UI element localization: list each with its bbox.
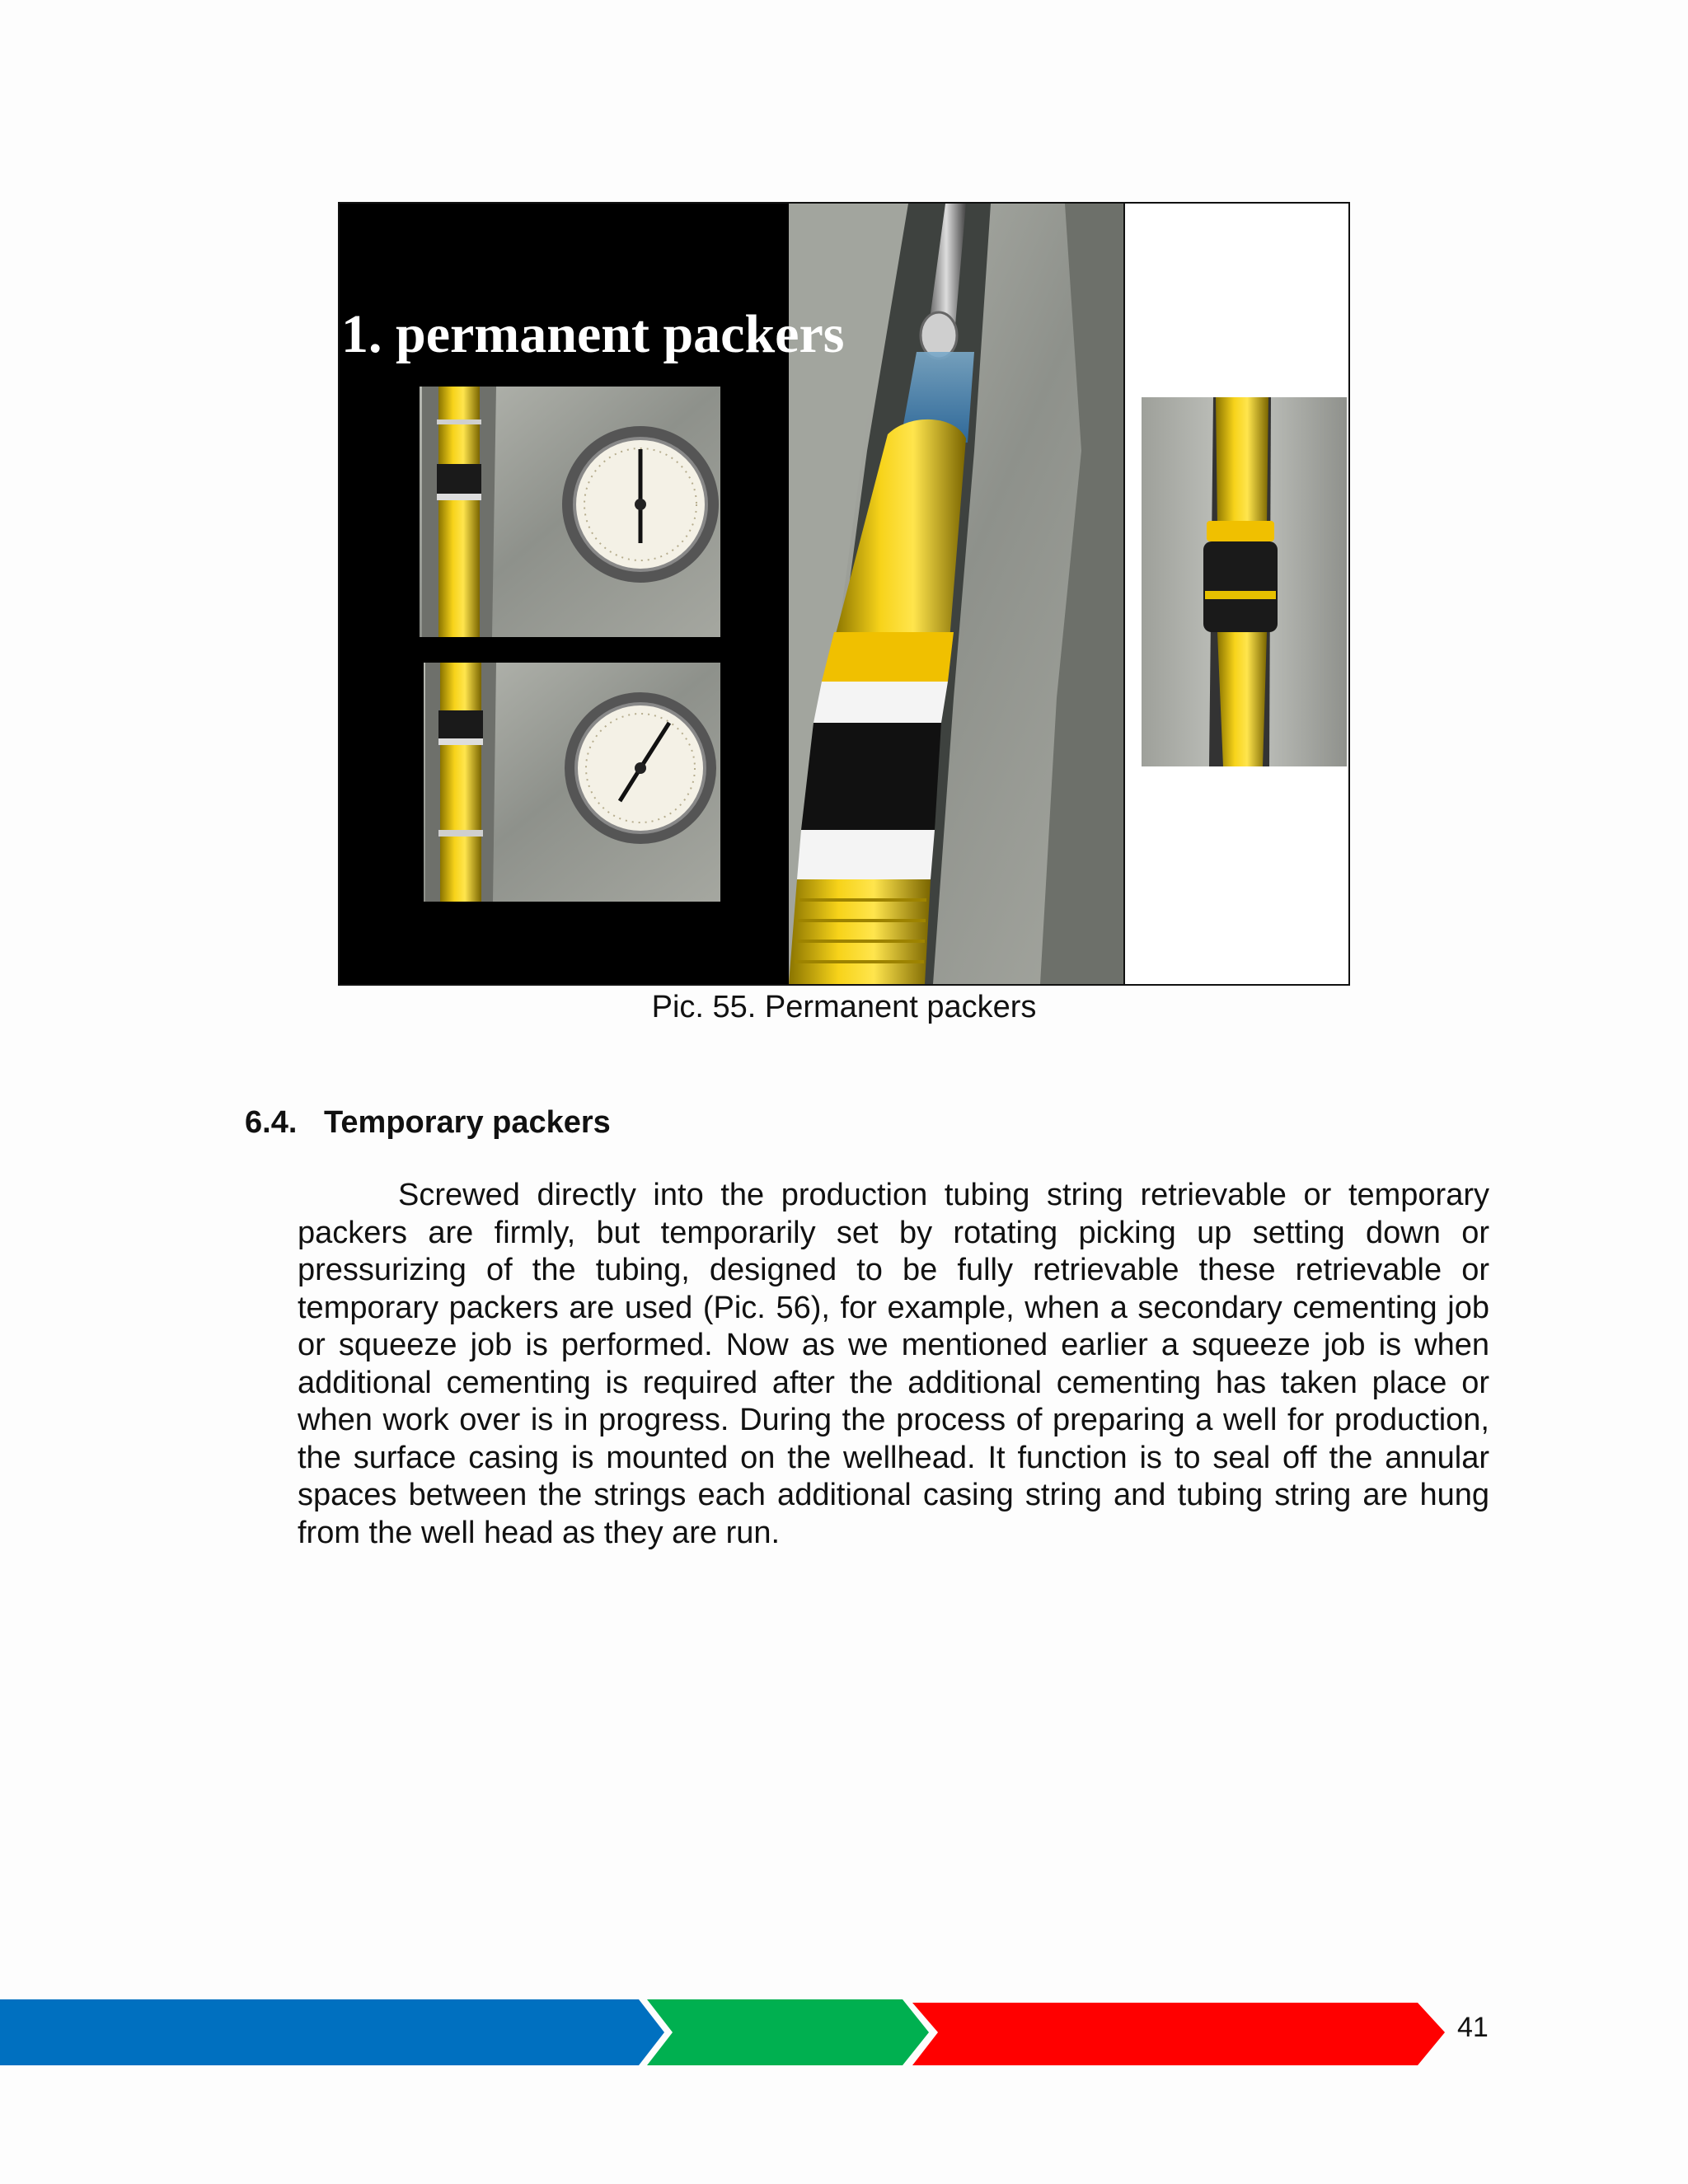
footer-arrow-blue <box>0 1999 664 2065</box>
permanent-packers-figure <box>338 202 1350 986</box>
page-number: 41 <box>1457 2012 1489 2043</box>
gauge-inset-bottom <box>424 663 720 902</box>
figure-caption: Pic. 55. Permanent packers <box>651 990 1037 1024</box>
gauge-inset-top <box>420 387 720 637</box>
packers-illustration <box>340 204 1348 984</box>
footer-arrow-red <box>912 2003 1445 2065</box>
footer-arrow-banner <box>0 1994 1451 2077</box>
figure-overlay-title: 1. permanent packers <box>341 304 845 364</box>
section-title: Temporary packers <box>324 1105 611 1140</box>
body-paragraph: Screwed directly into the production tubing string retrievable or temporary packers are firmly, but temporarily set by rotating picking up setting down or pressurizing of the tubing, designed to be fully retrievable these retrievable or temporary packers are used (Pic. 56), for example, when a secondary cementing job or squeeze job is performed. Now as we mentioned earlier a squeeze job is when additional cementing is required after the additional cementing has taken place or when work over is in progress. During the process of preparing a well for production, the surface casing is mounted on the wellhead. It function is to seal off the annular spaces between the strings each additional casing string and tubing string are hung from the well head as they are run. <box>298 1178 1489 1550</box>
section-number: 6.4. <box>245 1105 298 1140</box>
section-heading <box>245 1103 611 1142</box>
footer-arrow-green <box>647 1999 929 2065</box>
